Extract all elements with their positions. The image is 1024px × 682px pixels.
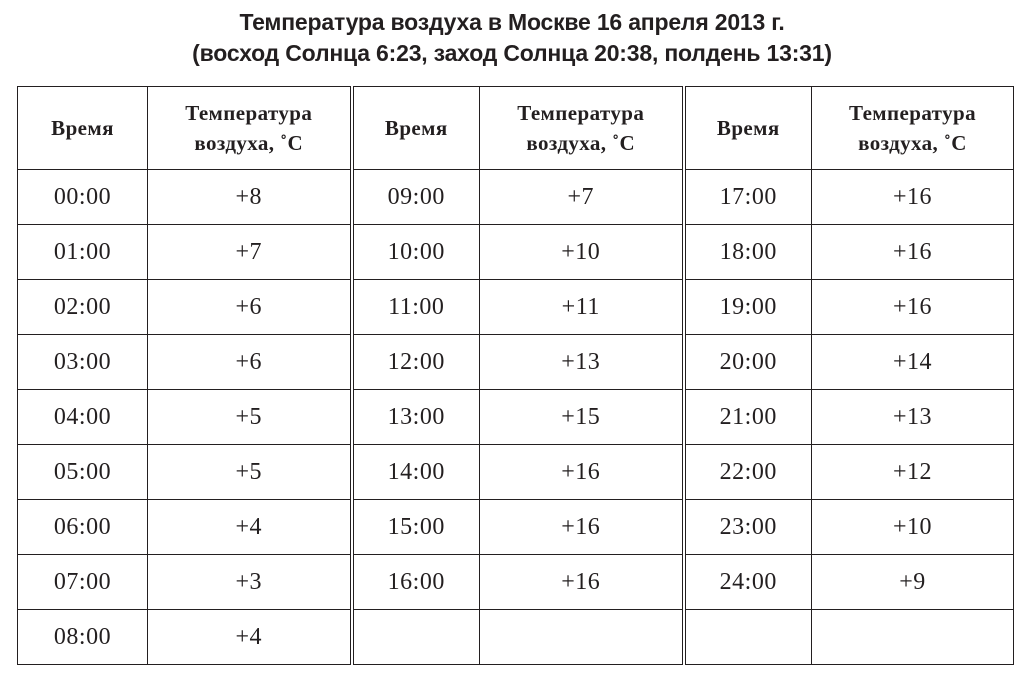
temperature-cell: +9 (812, 555, 1014, 610)
table-row (18, 500, 1014, 555)
temperature-cell: +13 (812, 390, 1014, 445)
time-cell: 17:00 (684, 170, 812, 225)
temperature-cell (812, 610, 1014, 665)
table-row (18, 610, 1014, 665)
time-cell: 01:00 (18, 225, 148, 280)
time-cell (352, 610, 480, 665)
header-temperature: Температура воздуха, ˚С (812, 87, 1014, 170)
temperature-cell: +14 (812, 335, 1014, 390)
temperature-cell: +15 (480, 390, 684, 445)
header-time: Время (352, 87, 480, 170)
time-cell: 13:00 (352, 390, 480, 445)
table-row (18, 170, 1014, 225)
temperature-cell: +12 (812, 445, 1014, 500)
time-cell: 08:00 (18, 610, 148, 665)
table-row (18, 225, 1014, 280)
header-time: Время (684, 87, 812, 170)
time-cell: 19:00 (684, 280, 812, 335)
header-row (18, 87, 1014, 170)
time-cell: 18:00 (684, 225, 812, 280)
table-subtitle: (восход Солнца 6:23, заход Солнца 20:38, полдень 13:31) (192, 40, 832, 66)
temperature-cell: +7 (148, 225, 352, 280)
table-row (18, 445, 1014, 500)
temperature-cell (480, 610, 684, 665)
time-cell: 12:00 (352, 335, 480, 390)
time-cell: 02:00 (18, 280, 148, 335)
temperature-cell: +6 (148, 280, 352, 335)
header-temperature: Температура воздуха, ˚С (480, 87, 684, 170)
time-cell: 15:00 (352, 500, 480, 555)
time-cell: 04:00 (18, 390, 148, 445)
temperature-cell: +16 (480, 500, 684, 555)
header-time: Время (18, 87, 148, 170)
table-row (18, 555, 1014, 610)
temperature-cell: +10 (480, 225, 684, 280)
temperature-cell: +4 (148, 610, 352, 665)
time-cell: 11:00 (352, 280, 480, 335)
temperature-cell: +16 (812, 225, 1014, 280)
table-row (18, 280, 1014, 335)
time-cell: 10:00 (352, 225, 480, 280)
table-title: Температура воздуха в Москве 16 апреля 2013 г. (239, 9, 785, 35)
temperature-cell: +4 (148, 500, 352, 555)
temperature-cell: +8 (148, 170, 352, 225)
time-cell: 24:00 (684, 555, 812, 610)
time-cell: 22:00 (684, 445, 812, 500)
time-cell: 05:00 (18, 445, 148, 500)
temperature-cell: +7 (480, 170, 684, 225)
temperature-cell: +16 (812, 280, 1014, 335)
time-cell (684, 610, 812, 665)
temperature-cell: +3 (148, 555, 352, 610)
time-cell: 21:00 (684, 390, 812, 445)
temperature-cell: +10 (812, 500, 1014, 555)
temperature-table (17, 86, 1014, 665)
temperature-cell: +11 (480, 280, 684, 335)
time-cell: 23:00 (684, 500, 812, 555)
time-cell: 09:00 (352, 170, 480, 225)
temperature-cell: +5 (148, 445, 352, 500)
time-cell: 06:00 (18, 500, 148, 555)
time-cell: 16:00 (352, 555, 480, 610)
temperature-cell: +13 (480, 335, 684, 390)
temperature-cell: +16 (480, 445, 684, 500)
table-row (18, 390, 1014, 445)
time-cell: 07:00 (18, 555, 148, 610)
temperature-cell: +16 (480, 555, 684, 610)
temperature-cell: +5 (148, 390, 352, 445)
time-cell: 03:00 (18, 335, 148, 390)
temperature-cell: +16 (812, 170, 1014, 225)
temperature-cell: +6 (148, 335, 352, 390)
time-cell: 20:00 (684, 335, 812, 390)
header-temperature: Температура воздуха, ˚С (148, 87, 352, 170)
time-cell: 00:00 (18, 170, 148, 225)
time-cell: 14:00 (352, 445, 480, 500)
table-row (18, 335, 1014, 390)
